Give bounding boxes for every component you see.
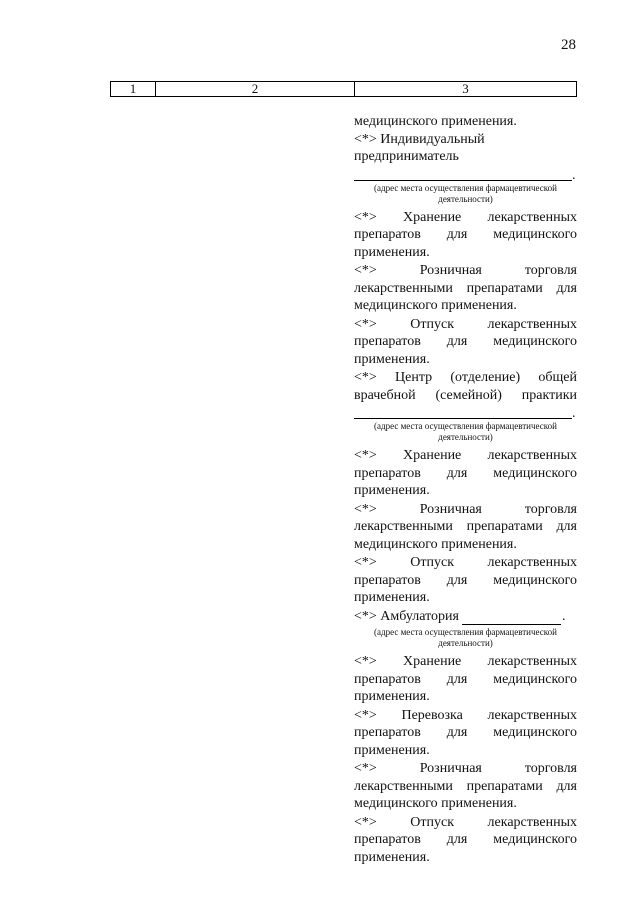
text-line: применения. [354,742,430,758]
text-line: препаратов для медицинского [354,334,577,349]
text-line: препаратов для медицинского [354,671,577,687]
text-line: <*> Отпуск лекарственных [354,316,577,332]
field-caption: (адрес места осуществления фармацевтической деятельности) [374,421,557,442]
text-line: медицинского применения. [354,114,517,129]
text-line: <*> Хранение лекарственных [354,448,577,463]
text-line: предприниматель [354,149,459,164]
column-3-text [354,113,577,866]
column-header-1: 1 [111,82,156,96]
page-number: 28 [561,37,576,53]
text-line: применения. [354,590,430,605]
text-line: <*> Розничная торговля [354,501,577,517]
text-line: врачебной (семейной) практики [354,387,577,403]
text-line: лекарственными препаратами для [354,280,577,296]
underline-rule [354,180,572,181]
text-line: <*> Хранение лекарственных [354,209,577,225]
text-line: препаратов для медицинского [354,832,577,847]
text-line: применения. [354,351,430,367]
text-line: <*> Центр (отделение) общей [354,370,577,385]
text-line: медицинского применения. [354,298,517,313]
text-line: <*> Амбулатория [354,608,459,624]
text-line: применения. [354,244,430,260]
text-line: применения. [354,849,430,865]
text-line: <*> Хранение лекарственных [354,654,577,669]
field-caption: (адрес места осуществления фармацевтической деятельности) [374,182,557,204]
text-line: применения. [354,483,430,498]
text-line: <*> Отпуск лекарственных [354,814,577,830]
address-blank-line: . [354,169,577,181]
text-line: препаратов для медицинского [354,725,577,740]
underline-rule [354,418,572,419]
text-line: медицинского применения. [354,536,517,552]
text-line: <*> Розничная торговля [354,761,577,776]
text-line: препаратов для медицинского [354,465,577,481]
text-line: лекарственными препаратами для [354,778,577,794]
ambulatory-line: <*> Амбулатория . [354,608,566,624]
text-line: <*> Розничная торговля [354,263,577,278]
text-line: медицинского применения. [354,796,517,811]
text-line: применения. [354,689,430,704]
text-line: <*> Отпуск лекарственных [354,555,577,570]
field-caption: (адрес места осуществления фармацевтической деятельности) [374,627,557,648]
text-line: <*> Индивидуальный [354,131,485,147]
column-header-3: 3 [462,81,469,96]
column-header-row [110,81,577,97]
column-header-2: 2 [156,82,355,96]
text-line: препаратов для медицинского [354,227,577,242]
underline-rule [462,612,561,625]
address-blank-line: . [354,407,577,419]
text-line: лекарственными препаратами для [354,519,577,534]
text-line: препаратов для медицинского [354,572,577,588]
text-line: <*> Перевозка лекарственных [354,707,577,723]
